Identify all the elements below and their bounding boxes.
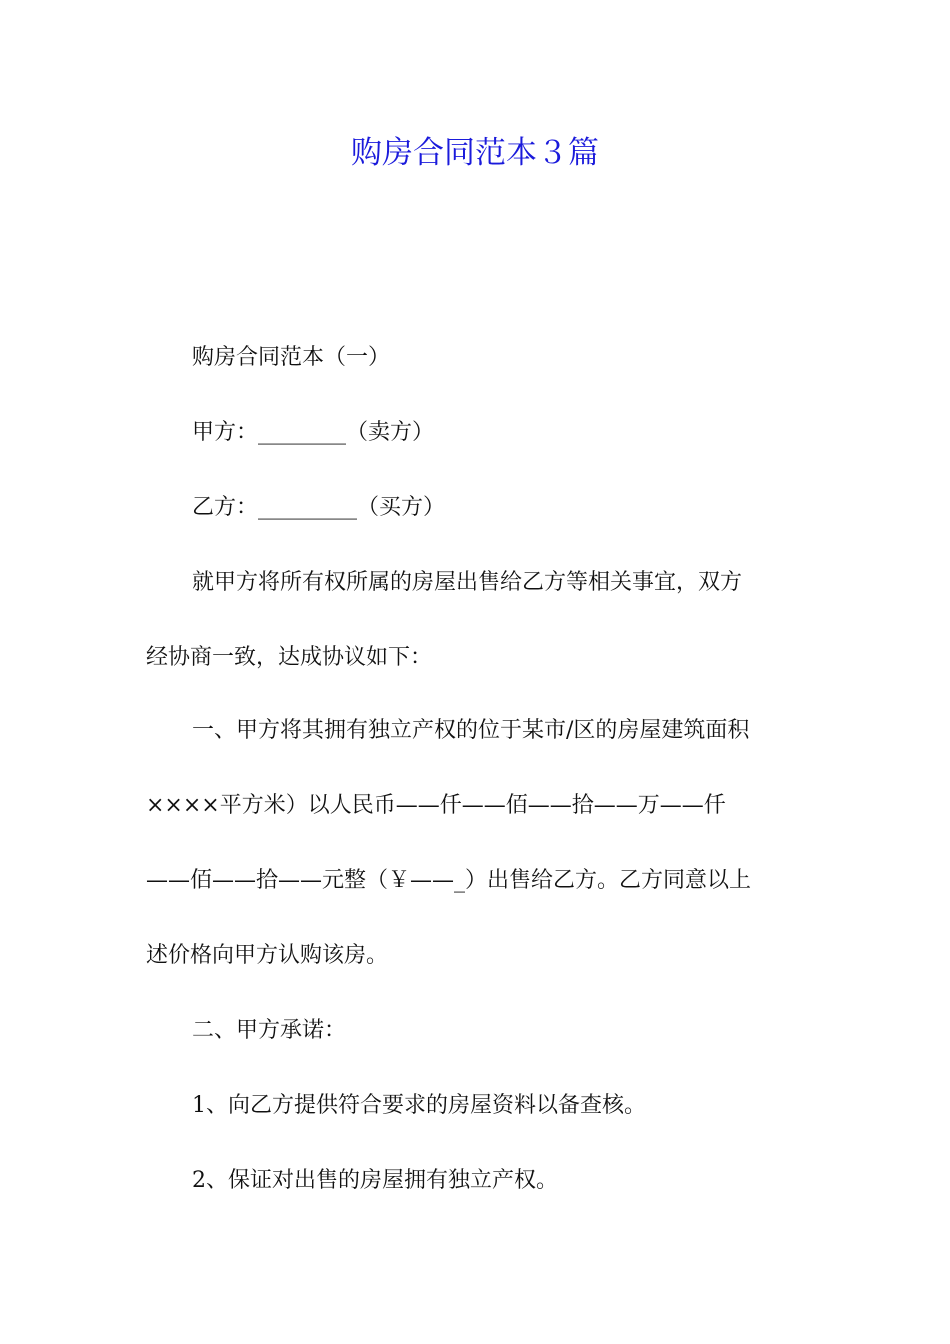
document-title: 购房合同范本３篇: [351, 135, 599, 171]
clause2-heading: 二、甲方承诺：: [192, 1018, 347, 1043]
clause1-line-1: 一、甲方将其拥有独立产权的位于某市/区的房屋建筑面积: [192, 718, 750, 743]
intro-line-2: 经协商一致，达成协议如下：: [146, 645, 433, 670]
clause1-line-3: ——佰——拾——元整（￥——_）出售给乙方。乙方同意以上: [146, 868, 752, 893]
clause1-line-2: ××××平方米）以人民币——仟——佰——拾——万——仟: [146, 793, 726, 818]
party-a-line: 甲方：________（卖方）: [192, 420, 435, 445]
clause2-item-1: 1、向乙方提供符合要求的房屋资料以备查核。: [192, 1093, 646, 1118]
section-heading: 购房合同范本（一）: [192, 345, 391, 370]
clause1-line-4: 述价格向甲方认购该房。: [146, 943, 389, 968]
party-b-line: 乙方：_________（买方）: [192, 495, 446, 520]
clause2-item-2: 2、保证对出售的房屋拥有独立产权。: [192, 1168, 558, 1193]
intro-line-1: 就甲方将所有权所属的房屋出售给乙方等相关事宜，双方: [192, 570, 743, 595]
